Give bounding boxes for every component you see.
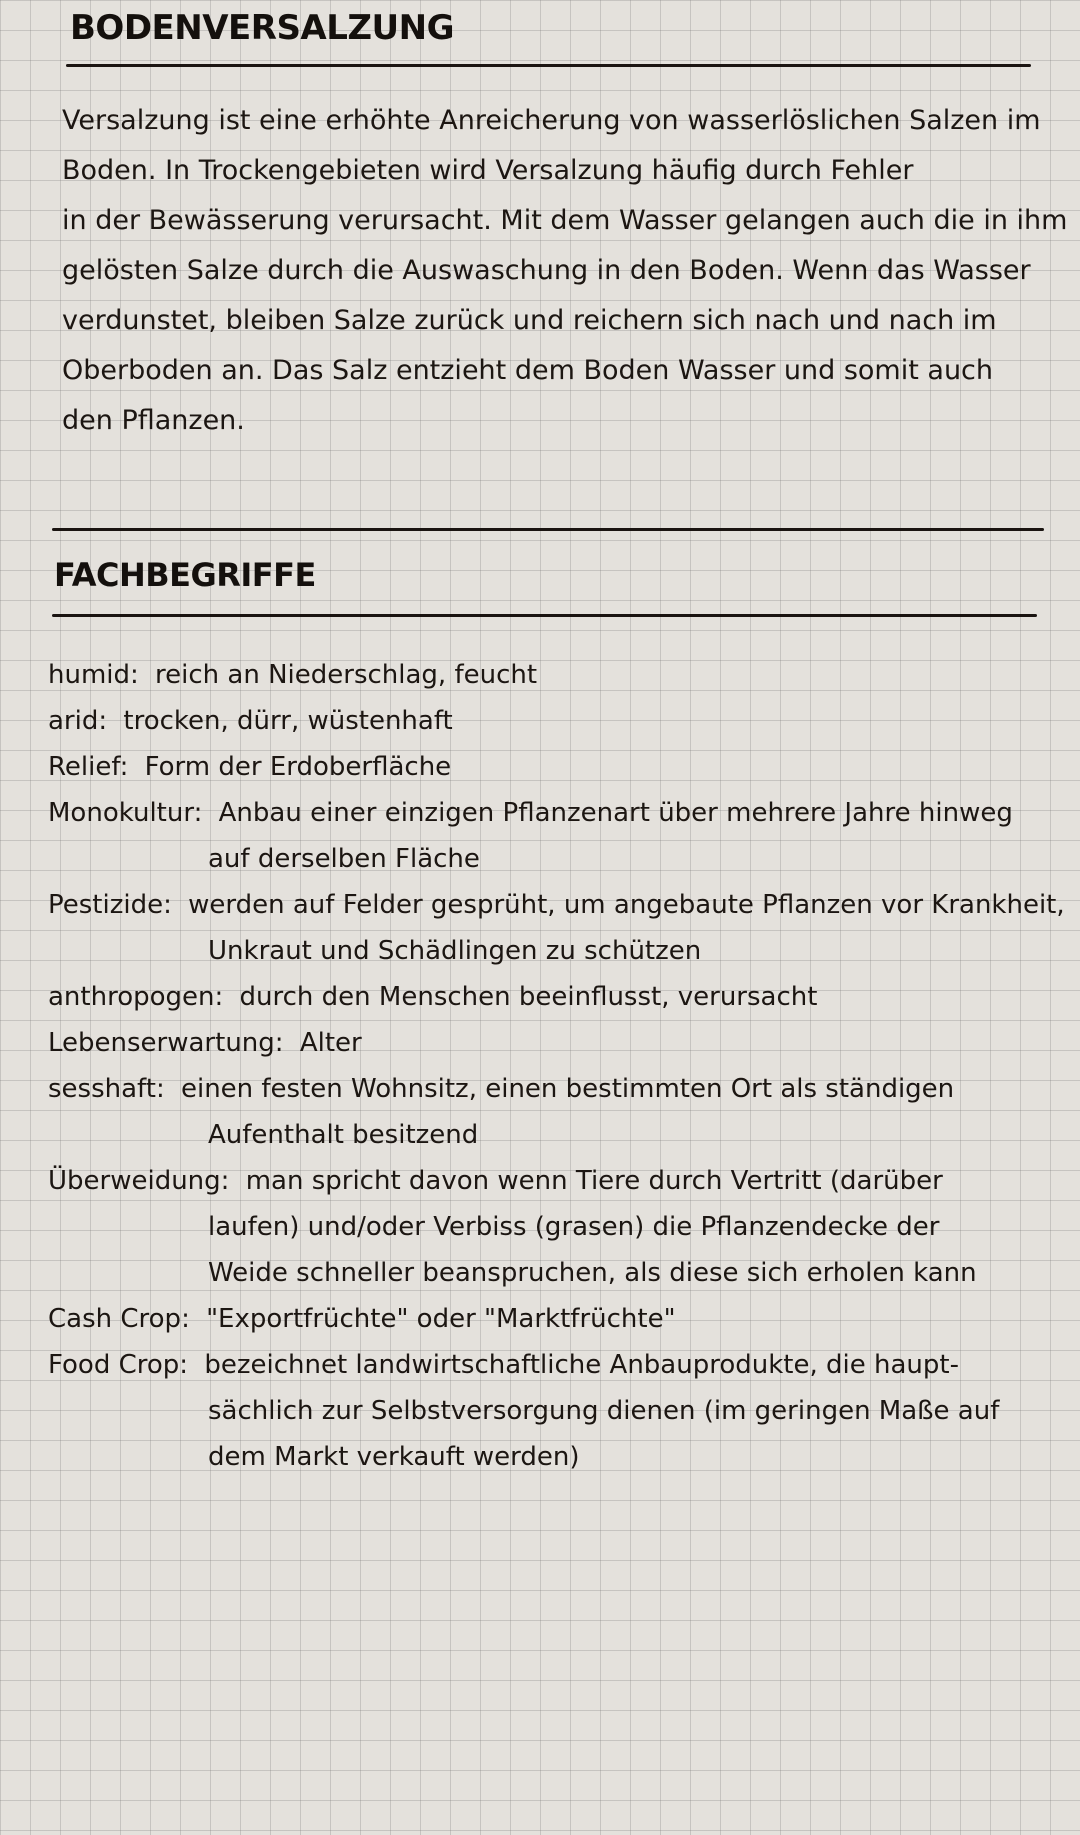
- glossary-entry-line: [48, 790, 1058, 836]
- glossary-entry: [48, 882, 1065, 974]
- glossary-term: Relief: [48, 752, 120, 782]
- glossary-entry: [48, 1158, 1058, 1296]
- glossary-entry: [48, 1296, 1058, 1342]
- glossary-separator: :: [214, 982, 224, 1012]
- glossary-entry: [48, 974, 1058, 1020]
- glossary-entry-line: [48, 1020, 1058, 1066]
- glossary-separator: :: [220, 1166, 230, 1196]
- glossary-entry-line: [48, 744, 1058, 790]
- glossary-continuation-line: Aufenthalt besitzend: [208, 1120, 479, 1150]
- glossary-definition: werden auf Felder gesprüht, um angebaute Pflanzen vor Krankheit,: [188, 890, 1065, 920]
- glossary-entry-line: [48, 1342, 1058, 1388]
- glossary-entry: [48, 790, 1058, 882]
- glossary-definition: einen festen Wohnsitz, einen bestimmten Ort als ständigen: [180, 1074, 955, 1104]
- section-divider: [52, 528, 1044, 531]
- glossary-separator: :: [163, 890, 172, 920]
- glossary-definition: "Exportfrüchte" oder "Marktfrüchte": [206, 1304, 676, 1334]
- glossary-term: Food Crop: [48, 1350, 180, 1380]
- glossary-definition: durch den Menschen beeinflusst, verursacht: [239, 982, 818, 1012]
- glossary-separator: :: [98, 706, 108, 736]
- glossary-definition: bezeichnet landwirtschaftliche Anbauprodukte, die haupt-: [204, 1350, 959, 1380]
- glossary-separator: :: [179, 1350, 189, 1380]
- paragraph-versalzung: [62, 96, 1068, 446]
- glossary-definition: Form der Erdoberfläche: [144, 752, 452, 782]
- glossary-entry-line: [48, 882, 1065, 928]
- paragraph-line: in der Bewässerung verursacht. Mit dem Wasser gelangen auch die in ihm: [62, 205, 1068, 236]
- glossary-entry: [48, 652, 1058, 698]
- glossary-entry-line: [48, 1158, 1058, 1204]
- glossary-term: Cash Crop: [48, 1304, 182, 1334]
- glossary-entry-line: [48, 974, 1058, 1020]
- glossary-term: Monokultur: [48, 798, 194, 828]
- glossary-continuation-line: Unkraut und Schädlingen zu schützen: [208, 936, 702, 966]
- glossary-entry-line: [48, 1066, 1058, 1112]
- heading-underline: [66, 64, 1031, 67]
- glossary-entry: [48, 1066, 1058, 1158]
- glossary-continuation-line: laufen) und/oder Verbiss (grasen) die Pflanzendecke der: [208, 1212, 940, 1242]
- glossary-term: Pestizide: [48, 890, 164, 920]
- glossary-separator: :: [181, 1304, 190, 1334]
- glossary-term: arid: [48, 706, 99, 736]
- glossary-term: humid: [48, 660, 131, 690]
- glossary-entry: [48, 744, 1058, 790]
- glossary-term: sesshaft: [48, 1074, 156, 1104]
- heading-fachbegriffe: FACHBEGRIFFE: [54, 556, 316, 594]
- glossary-term: Überweidung: [48, 1166, 221, 1196]
- glossary-entry-line: [48, 652, 1058, 698]
- glossary-definition: trocken, dürr, wüstenhaft: [123, 706, 453, 736]
- heading-underline: [52, 614, 1037, 617]
- glossary-continuation-line: Weide schneller beanspruchen, als diese sich erholen kann: [208, 1258, 977, 1288]
- paragraph-line: Versalzung ist eine erhöhte Anreicherung von wasserlöslichen Salzen im: [62, 105, 1041, 136]
- glossary-definition: reich an Niederschlag, feucht: [155, 660, 538, 690]
- paragraph-line: verdunstet, bleiben Salze zurück und reichern sich nach und nach im: [62, 305, 997, 336]
- glossary-continuation-line: sächlich zur Selbstversorgung dienen (im geringen Maße auf: [208, 1396, 1000, 1426]
- glossary-term: Lebenserwartung: [48, 1028, 275, 1058]
- glossary-entry: [48, 698, 1058, 744]
- paragraph-line: Boden. In Trockengebieten wird Versalzung häufig durch Fehler: [62, 155, 914, 186]
- glossary-term: anthropogen: [48, 982, 215, 1012]
- paragraph-line: Oberboden an. Das Salz entzieht dem Boden Wasser und somit auch: [62, 355, 994, 386]
- glossary-list: [48, 652, 1065, 1480]
- paragraph-line: gelösten Salze durch die Auswaschung in den Boden. Wenn das Wasser: [62, 255, 1031, 286]
- glossary-continuation-line: dem Markt verkauft werden): [208, 1442, 580, 1472]
- glossary-entry: [48, 1020, 1058, 1066]
- heading-bodenversalzung: BODENVERSALZUNG: [70, 8, 455, 48]
- glossary-separator: :: [193, 798, 203, 828]
- glossary-entry-line: [48, 698, 1058, 744]
- glossary-separator: :: [119, 752, 129, 782]
- glossary-entry-line: [48, 1296, 1058, 1342]
- paragraph-line: den Pflanzen.: [62, 405, 245, 436]
- glossary-definition: man spricht davon wenn Tiere durch Vertritt (darüber: [245, 1166, 943, 1196]
- glossary-definition: Anbau einer einzigen Pflanzenart über mehrere Jahre hinweg: [218, 798, 1013, 828]
- glossary-entry: [48, 1342, 1058, 1480]
- glossary-separator: :: [130, 660, 139, 690]
- glossary-separator: :: [155, 1074, 165, 1104]
- glossary-continuation-line: auf derselben Fläche: [208, 844, 480, 874]
- glossary-separator: :: [274, 1028, 284, 1058]
- glossary-definition: Alter: [299, 1028, 362, 1058]
